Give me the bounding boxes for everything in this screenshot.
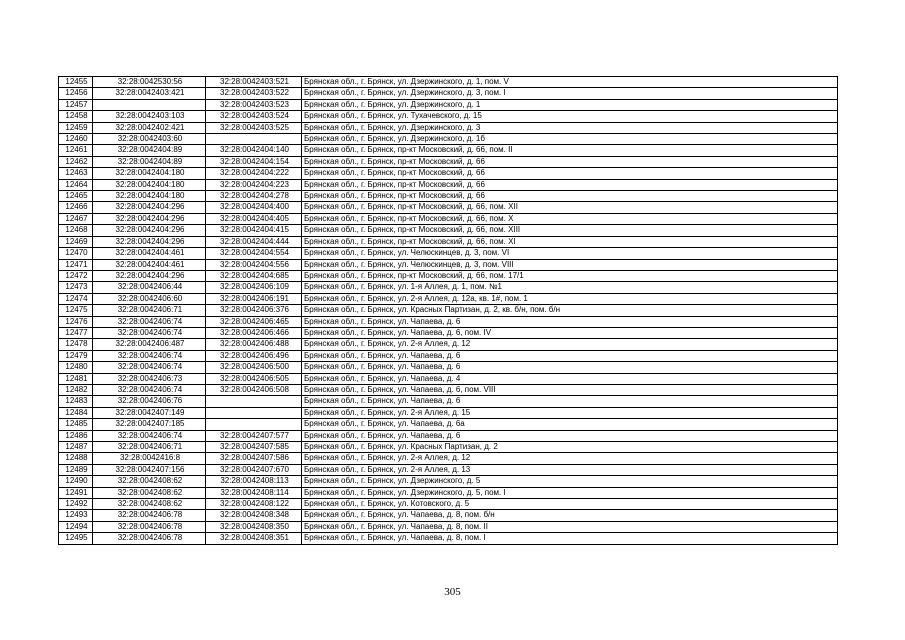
cadastral-number-cell: 32:28:0042407:185 [93,419,206,430]
cadastral-number-cell: 32:28:0042404:89 [93,145,206,156]
table-row [59,282,838,293]
object-cadastral-number-cell: 32:28:0042404:400 [206,202,302,213]
object-cadastral-number-cell: 32:28:0042406:109 [206,282,302,293]
row-number-cell: 12482 [59,384,93,395]
address-cell: Брянская обл., г. Брянск, ул. Чапаева, д. 6 [302,316,838,327]
row-number-cell: 12481 [59,373,93,384]
row-number-cell: 12486 [59,430,93,441]
object-cadastral-number-cell: 32:28:0042407:585 [206,442,302,453]
table-row [59,350,838,361]
cadastral-number-cell: 32:28:0042404:296 [93,213,206,224]
address-cell: Брянская обл., г. Брянск, пр-кт Московский, д. 66 [302,168,838,179]
row-number-cell: 12464 [59,179,93,190]
table-row [59,305,838,316]
address-cell: Брянская обл., г. Брянск, ул. Тухачевского, д. 15 [302,111,838,122]
table-row [59,464,838,475]
cadastral-number-cell: 32:28:0042404:461 [93,259,206,270]
row-number-cell: 12488 [59,453,93,464]
address-cell: Брянская обл., г. Брянск, ул. Дзержинского, д. 5, пом. I [302,487,838,498]
object-cadastral-number-cell: 32:28:0042403:524 [206,111,302,122]
object-cadastral-number-cell: 32:28:0042404:556 [206,259,302,270]
address-cell: Брянская обл., г. Брянск, ул. Дзержинского, д. 1 [302,99,838,110]
cadastral-number-cell: 32:28:0042406:78 [93,510,206,521]
row-number-cell: 12476 [59,316,93,327]
object-cadastral-number-cell: 32:28:0042403:525 [206,122,302,133]
row-number-cell: 12468 [59,225,93,236]
table-row [59,419,838,430]
row-number-cell: 12459 [59,122,93,133]
table-row [59,476,838,487]
cadastral-number-cell: 32:28:0042404:180 [93,179,206,190]
address-cell: Брянская обл., г. Брянск, ул. Дзержинского, д. 1б [302,134,838,145]
cadastral-number-cell: 32:28:0042404:296 [93,202,206,213]
cadastral-number-cell: 32:28:0042406:73 [93,373,206,384]
address-cell: Брянская обл., г. Брянск, ул. Чапаева, д. 8, пом. II [302,521,838,532]
cadastral-number-cell: 32:28:0042404:180 [93,168,206,179]
row-number-cell: 12471 [59,259,93,270]
cadastral-number-cell: 32:28:0042406:487 [93,339,206,350]
table-row [59,487,838,498]
address-cell: Брянская обл., г. Брянск, пр-кт Московский, д. 66, пом. XI [302,236,838,247]
address-cell: Брянская обл., г. Брянск, ул. Чапаева, д. 6 [302,362,838,373]
address-cell: Брянская обл., г. Брянск, ул. Челюскинцев, д. 3, пом. VI [302,248,838,259]
table-row [59,293,838,304]
table-row [59,88,838,99]
row-number-cell: 12457 [59,99,93,110]
table-row [59,270,838,281]
object-cadastral-number-cell: 32:28:0042406:505 [206,373,302,384]
cadastral-number-cell: 32:28:0042404:89 [93,156,206,167]
cadastral-number-cell: 32:28:0042408:62 [93,476,206,487]
address-cell: Брянская обл., г. Брянск, пр-кт Московский, д. 66 [302,156,838,167]
address-cell: Брянская обл., г. Брянск, ул. 2-я Аллея, д. 12 [302,339,838,350]
table-row [59,168,838,179]
address-cell: Брянская обл., г. Брянск, ул. Чапаева, д. 8, пом. б/н [302,510,838,521]
address-cell: Брянская обл., г. Брянск, пр-кт Московский, д. 66, пом. 17/1 [302,270,838,281]
table-row [59,339,838,350]
row-number-cell: 12472 [59,270,93,281]
cadastral-number-cell: 32:28:0042404:296 [93,270,206,281]
object-cadastral-number-cell: 32:28:0042403:521 [206,77,302,88]
table-row [59,248,838,259]
row-number-cell: 12467 [59,213,93,224]
cadastral-number-cell: 32:28:0042406:74 [93,327,206,338]
table-row [59,213,838,224]
row-number-cell: 12493 [59,510,93,521]
row-number-cell: 12495 [59,533,93,544]
row-number-cell: 12485 [59,419,93,430]
object-cadastral-number-cell: 32:28:0042404:685 [206,270,302,281]
row-number-cell: 12461 [59,145,93,156]
object-cadastral-number-cell: 32:28:0042406:191 [206,293,302,304]
object-cadastral-number-cell: 32:28:0042404:278 [206,191,302,202]
table-row [59,430,838,441]
row-number-cell: 12465 [59,191,93,202]
row-number-cell: 12477 [59,327,93,338]
object-cadastral-number-cell: 32:28:0042407:586 [206,453,302,464]
table-row [59,521,838,532]
address-cell: Брянская обл., г. Брянск, ул. Котовского, д. 5 [302,499,838,510]
object-cadastral-number-cell: 32:28:0042406:496 [206,350,302,361]
object-cadastral-number-cell: 32:28:0042408:348 [206,510,302,521]
address-cell: Брянская обл., г. Брянск, ул. Чапаева, д. 4 [302,373,838,384]
object-cadastral-number-cell: 32:28:0042408:351 [206,533,302,544]
address-cell: Брянская обл., г. Брянск, ул. Красных Партизан, д. 2 [302,442,838,453]
cadastral-number-cell: 32:28:0042408:62 [93,499,206,510]
table-row [59,453,838,464]
object-cadastral-number-cell: 32:28:0042406:488 [206,339,302,350]
cadastral-number-cell: 32:28:0042408:62 [93,487,206,498]
cadastral-number-cell: 32:28:0042406:71 [93,305,206,316]
address-cell: Брянская обл., г. Брянск, ул. 1-я Аллея, д. 1, пом. №1 [302,282,838,293]
table-row [59,236,838,247]
address-cell: Брянская обл., г. Брянск, ул. 2-я Аллея, д. 12 [302,453,838,464]
object-cadastral-number-cell: 32:28:0042404:444 [206,236,302,247]
address-cell: Брянская обл., г. Брянск, ул. Чапаева, д. 6, пом. VIII [302,384,838,395]
cadastral-number-cell: 32:28:0042403:60 [93,134,206,145]
object-cadastral-number-cell: 32:28:0042404:554 [206,248,302,259]
table-row [59,373,838,384]
cadastral-number-cell: 32:28:0042404:296 [93,236,206,247]
table-row [59,259,838,270]
table-row [59,122,838,133]
cadastral-number-cell: 32:28:0042416:8 [93,453,206,464]
object-cadastral-number-cell: 32:28:0042404:222 [206,168,302,179]
table-row [59,156,838,167]
address-cell: Брянская обл., г. Брянск, ул. Дзержинского, д. 5 [302,476,838,487]
row-number-cell: 12487 [59,442,93,453]
row-number-cell: 12462 [59,156,93,167]
cadastral-number-cell: 32:28:0042406:74 [93,350,206,361]
cadastral-number-cell: 32:28:0042406:76 [93,396,206,407]
cadastral-number-cell: 32:28:0042530:56 [93,77,206,88]
object-cadastral-number-cell: 32:28:0042406:376 [206,305,302,316]
row-number-cell: 12484 [59,407,93,418]
address-cell: Брянская обл., г. Брянск, ул. Чапаева, д. 6 [302,396,838,407]
object-cadastral-number-cell: 32:28:0042408:113 [206,476,302,487]
table-row [59,384,838,395]
address-cell: Брянская обл., г. Брянск, пр-кт Московский, д. 66, пом. XIII [302,225,838,236]
object-cadastral-number-cell [206,134,302,145]
address-cell: Брянская обл., г. Брянск, ул. 2-я Аллея, д. 12а, кв. 1#, пом. 1 [302,293,838,304]
table-row [59,99,838,110]
table-row [59,179,838,190]
cadastral-number-cell: 32:28:0042406:60 [93,293,206,304]
row-number-cell: 12470 [59,248,93,259]
row-number-cell: 12474 [59,293,93,304]
cadastral-number-cell [93,99,206,110]
address-cell: Брянская обл., г. Брянск, пр-кт Московский, д. 66, пом. XII [302,202,838,213]
object-cadastral-number-cell: 32:28:0042408:350 [206,521,302,532]
row-number-cell: 12483 [59,396,93,407]
table-body [59,77,838,545]
table-row [59,316,838,327]
cadastral-number-cell: 32:28:0042407:156 [93,464,206,475]
cadastral-number-cell: 32:28:0042404:461 [93,248,206,259]
cadastral-number-cell: 32:28:0042403:103 [93,111,206,122]
table-row [59,510,838,521]
cadastral-number-cell: 32:28:0042403:421 [93,88,206,99]
cadastral-number-cell: 32:28:0042406:74 [93,430,206,441]
property-register-table [58,76,838,545]
object-cadastral-number-cell: 32:28:0042408:114 [206,487,302,498]
cadastral-number-cell: 32:28:0042406:78 [93,533,206,544]
object-cadastral-number-cell [206,407,302,418]
object-cadastral-number-cell: 32:28:0042404:415 [206,225,302,236]
row-number-cell: 12456 [59,88,93,99]
row-number-cell: 12492 [59,499,93,510]
address-cell: Брянская обл., г. Брянск, ул. Чапаева, д. 6 [302,430,838,441]
table-row [59,442,838,453]
object-cadastral-number-cell: 32:28:0042406:466 [206,327,302,338]
table-row [59,191,838,202]
table-row [59,145,838,156]
cadastral-number-cell: 32:28:0042406:74 [93,362,206,373]
address-cell: Брянская обл., г. Брянск, ул. Чапаева, д. 6 [302,350,838,361]
object-cadastral-number-cell: 32:28:0042407:577 [206,430,302,441]
cadastral-number-cell: 32:28:0042406:71 [93,442,206,453]
object-cadastral-number-cell: 32:28:0042404:140 [206,145,302,156]
row-number-cell: 12473 [59,282,93,293]
object-cadastral-number-cell: 32:28:0042406:465 [206,316,302,327]
address-cell: Брянская обл., г. Брянск, ул. Дзержинского, д. 1, пом. V [302,77,838,88]
address-cell: Брянская обл., г. Брянск, ул. 2-я Аллея, д. 15 [302,407,838,418]
address-cell: Брянская обл., г. Брянск, пр-кт Московский, д. 66, пом. X [302,213,838,224]
address-cell: Брянская обл., г. Брянск, ул. Дзержинского, д. 3 [302,122,838,133]
cadastral-number-cell: 32:28:0042404:180 [93,191,206,202]
address-cell: Брянская обл., г. Брянск, ул. Чапаева, д. 8, пом. I [302,533,838,544]
table-row [59,407,838,418]
row-number-cell: 12480 [59,362,93,373]
cadastral-number-cell: 32:28:0042406:78 [93,521,206,532]
cadastral-number-cell: 32:28:0042406:74 [93,316,206,327]
object-cadastral-number-cell: 32:28:0042407:670 [206,464,302,475]
row-number-cell: 12466 [59,202,93,213]
cadastral-number-cell: 32:28:0042404:296 [93,225,206,236]
row-number-cell: 12460 [59,134,93,145]
object-cadastral-number-cell: 32:28:0042406:500 [206,362,302,373]
table-row [59,533,838,544]
object-cadastral-number-cell: 32:28:0042404:154 [206,156,302,167]
cadastral-number-cell: 32:28:0042406:74 [93,384,206,395]
table-row [59,327,838,338]
address-cell: Брянская обл., г. Брянск, пр-кт Московский, д. 66 [302,191,838,202]
row-number-cell: 12490 [59,476,93,487]
object-cadastral-number-cell: 32:28:0042403:522 [206,88,302,99]
address-cell: Брянская обл., г. Брянск, пр-кт Московский, д. 66, пом. II [302,145,838,156]
table-row [59,77,838,88]
address-cell: Брянская обл., г. Брянск, ул. 2-я Аллея, д. 13 [302,464,838,475]
table-row [59,134,838,145]
row-number-cell: 12469 [59,236,93,247]
row-number-cell: 12494 [59,521,93,532]
address-cell: Брянская обл., г. Брянск, ул. Чапаева, д. 6, пом. IV [302,327,838,338]
address-cell: Брянская обл., г. Брянск, ул. Чапаева, д. 6а [302,419,838,430]
table-row [59,111,838,122]
address-cell: Брянская обл., г. Брянск, пр-кт Московский, д. 66 [302,179,838,190]
row-number-cell: 12479 [59,350,93,361]
row-number-cell: 12491 [59,487,93,498]
object-cadastral-number-cell: 32:28:0042408:122 [206,499,302,510]
object-cadastral-number-cell: 32:28:0042404:405 [206,213,302,224]
cadastral-number-cell: 32:28:0042407:149 [93,407,206,418]
table-row [59,225,838,236]
row-number-cell: 12475 [59,305,93,316]
row-number-cell: 12478 [59,339,93,350]
row-number-cell: 12489 [59,464,93,475]
row-number-cell: 12458 [59,111,93,122]
table-row [59,362,838,373]
address-cell: Брянская обл., г. Брянск, ул. Дзержинского, д. 3, пом. I [302,88,838,99]
object-cadastral-number-cell [206,396,302,407]
cadastral-number-cell: 32:28:0042406:44 [93,282,206,293]
cadastral-number-cell: 32:28:0042402:421 [93,122,206,133]
address-cell: Брянская обл., г. Брянск, ул. Красных Партизан, д. 2, кв. б/н, пом. б/н [302,305,838,316]
row-number-cell: 12455 [59,77,93,88]
object-cadastral-number-cell: 32:28:0042404:223 [206,179,302,190]
object-cadastral-number-cell [206,419,302,430]
page-number: 305 [444,586,461,598]
object-cadastral-number-cell: 32:28:0042403:523 [206,99,302,110]
table-row [59,499,838,510]
table-row [59,396,838,407]
address-cell: Брянская обл., г. Брянск, ул. Челюскинцев, д. 3, пом. VIII [302,259,838,270]
row-number-cell: 12463 [59,168,93,179]
object-cadastral-number-cell: 32:28:0042406:508 [206,384,302,395]
table-row [59,202,838,213]
